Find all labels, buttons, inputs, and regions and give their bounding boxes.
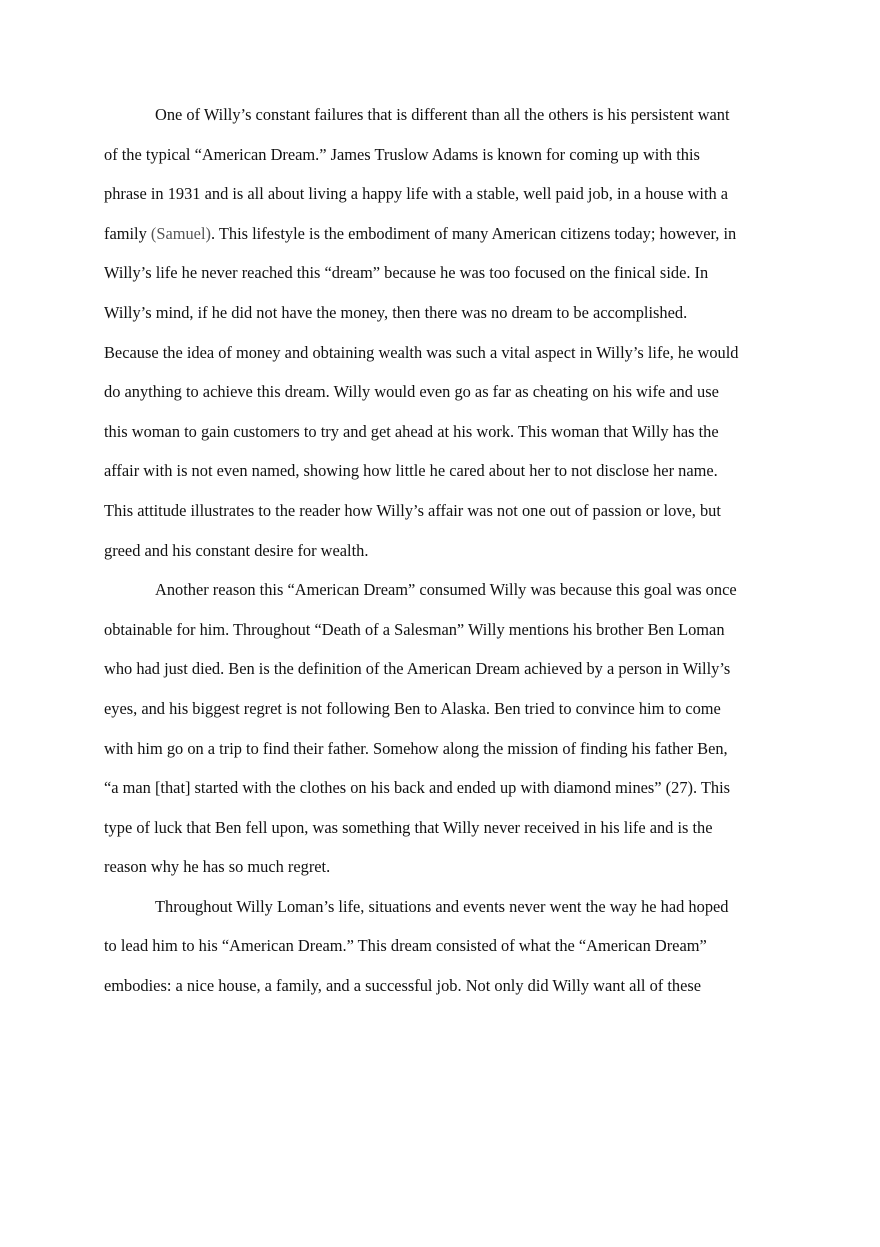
text-line: embodies: a nice house, a family, and a successful job. Not only did Willy want all of these	[104, 976, 702, 996]
text-line: greed and his constant desire for wealth.	[104, 540, 369, 560]
text-line: with him go on a trip to find their father. Somehow along the mission of finding his father Ben,	[104, 738, 728, 758]
paragraph	[104, 578, 784, 895]
text-line: Willy’s life he never reached this “dream” because he was too focused on the finical side. In	[104, 263, 709, 283]
text-line: to lead him to his “American Dream.” This dream consisted of what the “American Dream”	[104, 936, 707, 956]
paragraph	[104, 103, 784, 578]
citation: (Samuel)	[150, 223, 211, 243]
text-line: Throughout Willy Loman’s life, situations and events never went the way he had hoped	[155, 896, 729, 916]
text-line	[104, 222, 784, 262]
text-line: Willy’s mind, if he did not have the money, then there was no dream to be accomplished.	[104, 302, 688, 322]
text-line: “a man [that] started with the clothes on his back and ended up with diamond mines” (27). This	[104, 778, 731, 798]
text-line: do anything to achieve this dream. Willy would even go as far as cheating on his wife and use	[104, 382, 719, 402]
text-line: phrase in 1931 and is all about living a happy life with a stable, well paid job, in a house with a	[104, 184, 729, 204]
paragraph	[104, 895, 784, 1014]
text-line: eyes, and his biggest regret is not following Ben to Alaska. Ben tried to convince him to come	[104, 698, 721, 718]
text-line: affair with is not even named, showing how little he cared about her to not disclose her name.	[104, 461, 718, 481]
text-line: reason why he has so much regret.	[104, 857, 331, 877]
text-line: This attitude illustrates to the reader how Willy’s affair was not one out of passion or love, but	[104, 500, 721, 520]
text-line: Another reason this “American Dream” consumed Willy was because this goal was once	[155, 580, 737, 600]
text-line: Because the idea of money and obtaining wealth was such a vital aspect in Willy’s life, he would	[104, 342, 739, 362]
text-line: who had just died. Ben is the definition of the American Dream achieved by a person in Willy’s	[104, 659, 731, 679]
document-page	[104, 103, 784, 1014]
text-segment: family	[104, 223, 151, 243]
text-line: of the typical “American Dream.” James Truslow Adams is known for coming up with this	[104, 144, 700, 164]
text-line: type of luck that Ben fell upon, was something that Willy never received in his life and is the	[104, 817, 713, 837]
text-line: this woman to gain customers to try and get ahead at his work. This woman that Willy has the	[104, 421, 719, 441]
text-line: obtainable for him. Throughout “Death of a Salesman” Willy mentions his brother Ben Loman	[104, 619, 725, 639]
text-segment: . This lifestyle is the embodiment of many American citizens today; however, in	[210, 223, 737, 243]
text-line: One of Willy’s constant failures that is different than all the others is his persistent want	[155, 105, 730, 124]
